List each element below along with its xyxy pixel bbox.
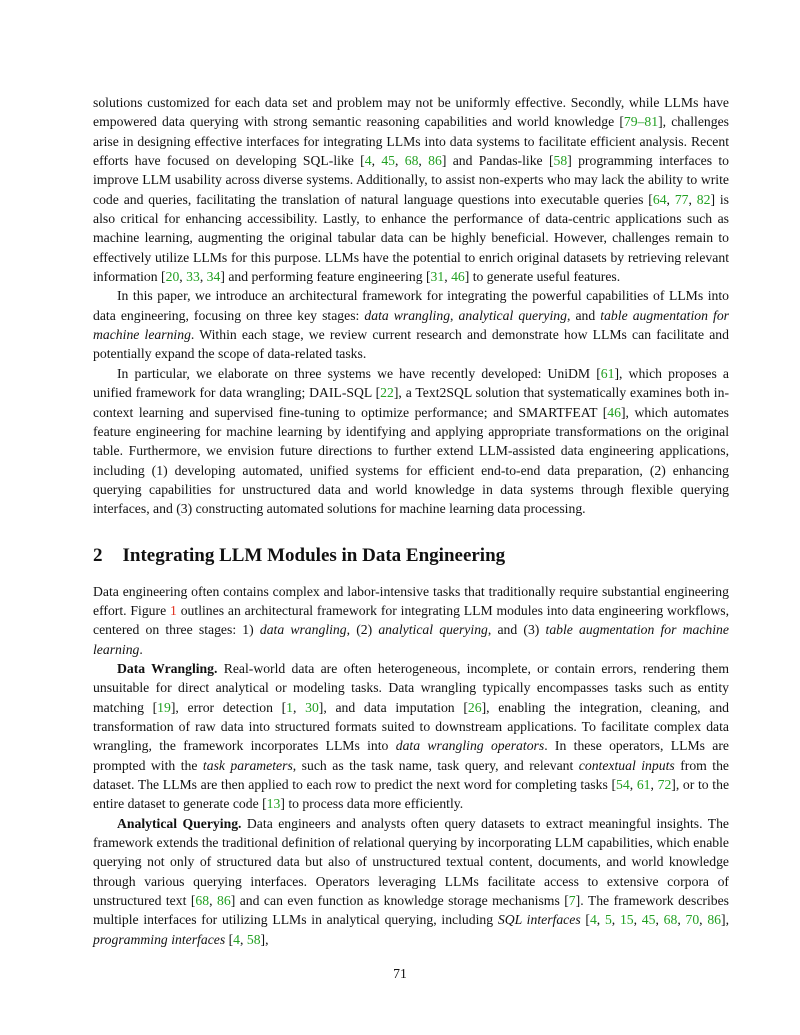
citation-link[interactable]: 58 (246, 931, 261, 947)
citation-link[interactable]: 34 (206, 269, 221, 285)
intro-paragraph-3: In particular, we elaborate on three systems we have recently developed: UniDM [61], which proposes a unified framework for data wrangling; DAIL-SQL [22], a Text2SQL solution that systematically examines both in-context learning and supervised fine-tuning to optimize performance; and SMARTFEAT [46], which automates feature engineering for machine learning by identifying and applying appropriate transformations on the original table. Furthermore, we envision future directions to further extend LLM-assisted data engineering applications, including (1) developing automated, unified systems for efficient end-to-end data preparation, (2) enhancing querying capabilities for unstructured data and world knowledge in data systems through flexible querying interfaces, and (3) constructing automated solutions for machine learning data processing. (93, 365, 729, 517)
citation-link[interactable]: 1 (286, 699, 294, 715)
page-number: 71 (393, 966, 407, 981)
citation-link[interactable]: 13 (266, 796, 281, 812)
citation-link[interactable]: 61 (600, 365, 615, 381)
citation-link[interactable]: 82 (696, 191, 711, 207)
citation-link[interactable]: 5 (604, 912, 612, 928)
citation-link[interactable]: 4 (364, 153, 372, 169)
citation-link[interactable]: 22 (380, 385, 394, 401)
citation-link[interactable]: 4 (233, 931, 241, 947)
intro-paragraph-2: In this paper, we introduce an architectural framework for integrating the powerful capabilities of LLMs into data engineering, focusing on three key stages: data wrangling, analytical querying, and table augmentation for machine learning. Within each stage, we review current research and demonstrate how LLMs can facilitate and potentially expand the scope of data-related tasks. (93, 288, 729, 362)
citation-link[interactable]: 86 (217, 893, 231, 909)
citation-link[interactable]: 45 (641, 912, 656, 928)
citation-link[interactable]: 54 (616, 777, 630, 792)
intro-paragraph-1: solutions customized for each data set and problem may not be uniformly effective. Secondly, while LLMs have empowered data querying with strong semantic reasoning capabilities and world knowledge [79–81], challenges arise in designing effective interfaces for integrating LLMs into data systems to facilitate efficient analysis. Recent efforts have focused on developing SQL-like [4, 45, 68, 86] and Pandas-like [58] programming interfaces to improve LLM usability across diverse systems. Additionally, to assist non-experts who may lack the ability to write code and queries, facilitating the translation of natural language questions into executable queries [64, 77, 82] is also critical for enhancing accessibility. Lastly, to enhance the performance of data-centric applications such as machine learning, augmenting the original tabular data can be highly beneficial. However, challenges remain to effectively utilize LLMs for this purpose. LLMs have the potential to enrich original datasets by retrieving relevant information [20, 33, 34] and performing feature engineering [31, 46] to generate useful features. (93, 95, 730, 285)
data-wrangling-paragraph: Data Wrangling. Real-world data are often heterogeneous, incomplete, or contain errors, rendering them unsuitable for direct analytical or modeling tasks. Data wrangling typically encompasses tasks such as entity matching [19], error detection [1, 30], and data imputation [26], enabling the integration, cleaning, and transformation of raw data into structured formats suited to downstream applications. To facilitate complex data wrangling, the framework incorporates LLMs into data wrangling operators. In these operators, LLMs are prompted with the task parameters, such as the task name, task query, and relevant contextual inputs from the dataset. The LLMs are then applied to each row to predict the next word for completing tasks [54, 61, 72], or to the entire dataset to generate code [13] to process data more efficiently. (93, 660, 730, 812)
citation-link[interactable]: 20 (165, 269, 180, 285)
citation-link[interactable]: 68 (663, 912, 678, 928)
analytical-querying-paragraph: Analytical Querying. Data engineers and analysts often query datasets to extract meaningful insights. The framework extends the traditional definition of relational querying by incorporating LLM capabilities, which enable querying not only of structured data but also of unstructured textual content, documents, and world knowledge through various querying interfaces. Operators leveraging LLMs facilitate access to extensive corpora of unstructured text [68, 86] and can even function as knowledge storage mechanisms [7]. The framework describes multiple interfaces for utilizing LLMs in analytical querying, including SQL interfaces [4, 5, 15, 45, 68, 70, 86], programming interfaces [4, 58], (93, 815, 729, 947)
citation-link[interactable]: 72 (657, 777, 672, 792)
citation-link[interactable]: 64 (652, 191, 667, 207)
citation-link[interactable]: 15 (619, 912, 634, 928)
citation-link[interactable]: 79–81 (623, 114, 659, 130)
citation-link[interactable]: 68 (195, 893, 210, 909)
figure-ref-link[interactable]: 1 (170, 602, 177, 618)
citation-link[interactable]: 46 (451, 269, 465, 285)
citation-link[interactable]: 70 (685, 912, 700, 928)
citation-link[interactable]: 58 (553, 153, 568, 169)
citation-link[interactable]: 19 (157, 699, 171, 715)
citation-link[interactable]: 30 (305, 699, 319, 715)
citation-link[interactable]: 86 (428, 153, 442, 169)
citation-link[interactable]: 26 (467, 699, 482, 715)
page-body (93, 93, 729, 949)
citation-link[interactable]: 4 (589, 912, 597, 928)
citation-link[interactable]: 7 (568, 893, 576, 909)
citation-link[interactable]: 46 (607, 404, 621, 420)
run-in-heading: Data Wrangling. (117, 660, 218, 676)
citation-link[interactable]: 86 (707, 912, 722, 928)
citation-link[interactable]: 61 (636, 777, 651, 792)
section-paragraph-1: Data engineering often contains complex and labor-intensive tasks that traditionally require substantial engineering effort. Figure 1 outlines an architectural framework for integrating LLM modules into data engineering workflows, centered on three stages: 1) data wrangling, (2) analytical querying, and (3) table augmentation for machine learning. (93, 583, 729, 657)
citation-link[interactable]: 45 (381, 153, 395, 169)
section-number: 2 (93, 544, 103, 566)
citation-link[interactable]: 68 (404, 153, 419, 169)
citation-link[interactable]: 31 (430, 269, 445, 285)
run-in-heading: Analytical Querying. (117, 815, 242, 831)
citation-link[interactable]: 33 (186, 269, 200, 285)
citation-link[interactable]: 77 (674, 191, 689, 207)
section-title: Integrating LLM Modules in Data Engineering (122, 544, 506, 566)
section-heading (93, 544, 729, 568)
